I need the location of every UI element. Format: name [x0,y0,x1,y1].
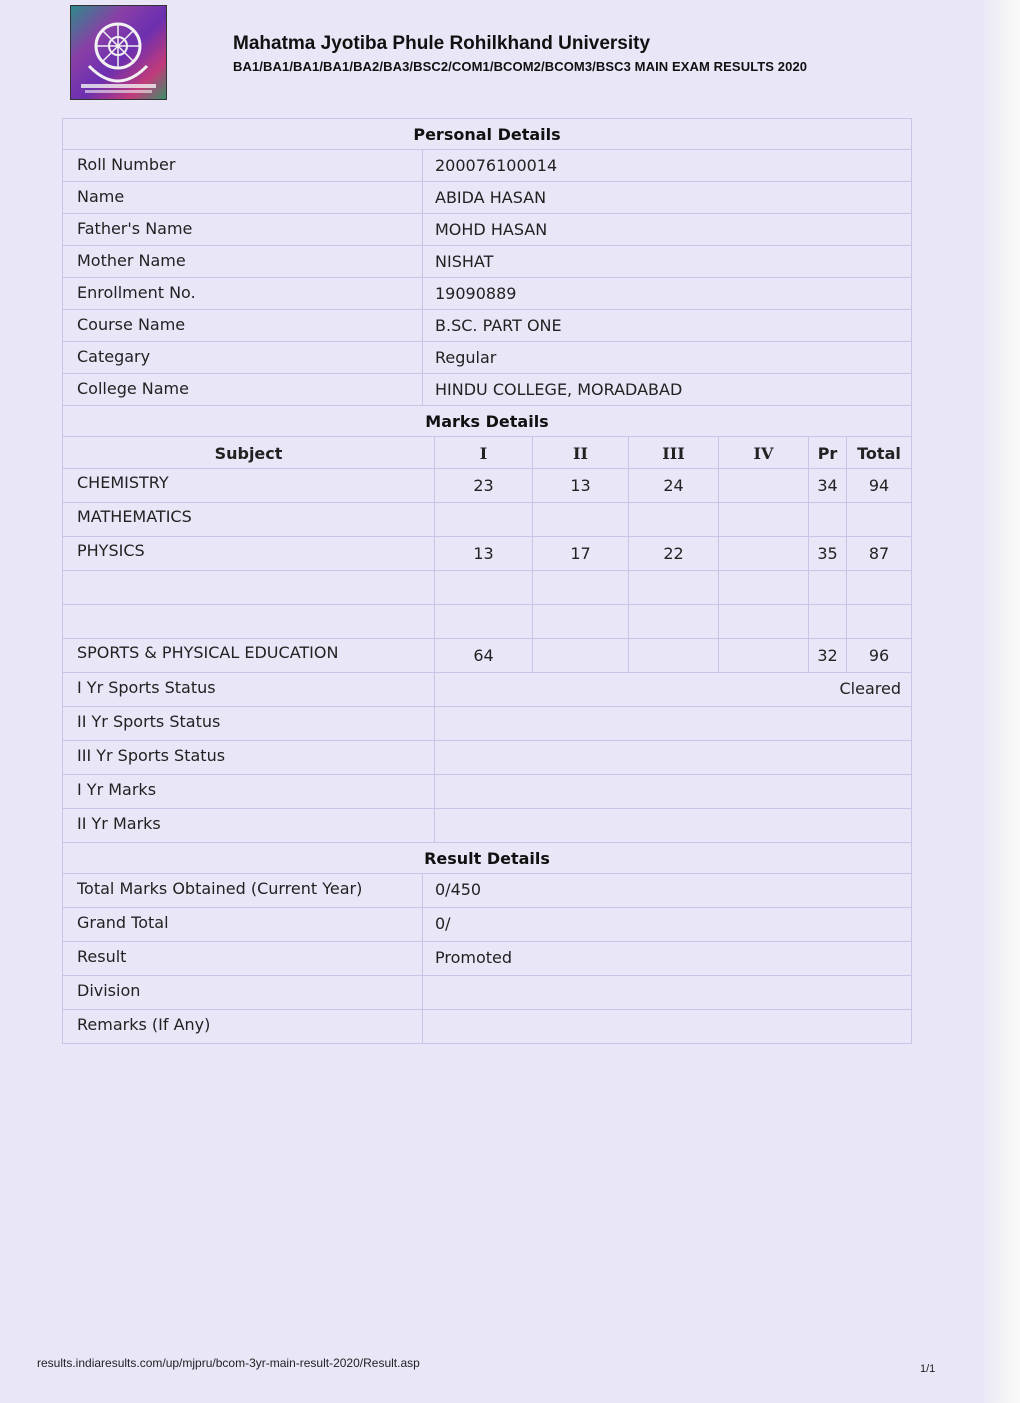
field-label: I Yr Marks [63,775,435,808]
marks-cell: 32 [809,639,847,672]
field-label: Total Marks Obtained (Current Year) [63,874,423,907]
marks-cell: 96 [868,646,890,665]
marks-cell [629,605,719,638]
marks-cell [533,605,629,638]
field-label: II Yr Marks [63,809,435,842]
subject-cell: MATHEMATICS [63,503,435,536]
result-row [63,874,911,908]
subject-cell: SPORTS & PHYSICAL EDUCATION [63,639,435,672]
marks-cell [533,639,629,672]
personal-row [63,214,911,246]
field-label: III Yr Sports Status [63,741,435,774]
footer-url: results.indiaresults.com/up/mjpru/bcom-3yr-main-result-2020/Result.asp [37,1356,420,1370]
marks-cell [809,571,847,604]
table-row [63,639,911,673]
result-table [62,118,912,1044]
field-value: Cleared [839,679,901,698]
marks-cell [719,503,809,536]
field-value: Promoted [435,948,513,967]
exam-subtitle: BA1/BA1/BA1/BA1/BA2/BA3/BSC2/COM1/BCOM2/BCOM3/BSC3 MAIN EXAM RESULTS 2020 [233,59,808,74]
university-title: Mahatma Jyotiba Phule Rohilkhand University [233,33,651,54]
marks-cell [435,503,533,536]
subject-cell [63,571,435,604]
marks-cell [809,605,847,638]
marks-cell: 13 [435,537,533,570]
field-label: II Yr Sports Status [63,707,435,740]
result-row [63,1010,911,1043]
field-value [435,741,911,774]
marks-cell: 22 [629,537,719,570]
result-details-heading: Result Details [63,843,911,874]
field-label: Roll Number [63,150,423,181]
marks-cell [533,571,629,604]
table-row [63,469,911,503]
field-label: Father's Name [63,214,423,245]
marks-cell: 87 [868,544,890,563]
field-label: Name [63,182,423,213]
field-value: 19090889 [435,284,517,303]
field-label: Enrollment No. [63,278,423,309]
university-seal-icon [70,5,167,100]
table-row [63,605,911,639]
personal-row [63,150,911,182]
field-label: Result [63,942,423,975]
field-value [423,1010,911,1043]
marks-cell [847,503,911,536]
result-row [63,942,911,976]
marks-cell [435,571,533,604]
marks-cell [719,639,809,672]
subject-cell: PHYSICS [63,537,435,570]
personal-row [63,342,911,374]
page-number: 1/1 [920,1363,936,1375]
marks-cell [435,605,533,638]
marks-cell: 35 [809,537,847,570]
table-row [63,537,911,571]
page-edge [980,0,1020,1403]
marks-cell: 24 [629,469,719,502]
marks-cell [629,639,719,672]
personal-row [63,182,911,214]
sports-row [63,673,911,707]
column-header: II [533,437,629,468]
personal-details-heading: Personal Details [63,119,911,150]
marks-cell [533,503,629,536]
field-value: 200076100014 [435,156,558,175]
marks-cell [719,571,809,604]
field-label: I Yr Sports Status [63,673,435,706]
personal-row [63,246,911,278]
marks-cell [629,503,719,536]
sports-row [63,741,911,775]
marks-cell [629,571,719,604]
marks-cell [719,469,809,502]
marks-details-heading: Marks Details [63,406,911,437]
subject-cell: CHEMISTRY [63,469,435,502]
column-header: IV [719,437,809,468]
field-value [435,707,911,740]
field-value: NISHAT [435,252,494,271]
marks-cell [847,605,911,638]
marks-cell [719,537,809,570]
field-value: MOHD HASAN [435,220,548,239]
marks-cell: 64 [435,639,533,672]
field-label: College Name [63,374,423,405]
field-value [435,809,911,842]
field-value: Regular [435,348,497,367]
marks-header-row [63,437,911,469]
field-label: Mother Name [63,246,423,277]
field-value: B.SC. PART ONE [435,316,562,335]
field-label: Categary [63,342,423,373]
sports-row [63,707,911,741]
field-value: HINDU COLLEGE, MORADABAD [435,380,683,399]
result-row [63,908,911,942]
marks-cell [719,605,809,638]
field-value: 0/450 [435,880,482,899]
field-value [423,976,911,1009]
subject-cell [63,605,435,638]
marks-cell: 17 [533,537,629,570]
marks-cell [847,571,911,604]
marks-cell: 94 [868,476,890,495]
field-value: ABIDA HASAN [435,188,547,207]
sports-row [63,775,911,809]
marks-cell: 23 [435,469,533,502]
personal-row [63,374,911,406]
field-value: 0/ [435,914,451,933]
field-label: Grand Total [63,908,423,941]
column-header: Subject [63,437,435,468]
column-header: Pr [809,437,847,468]
table-row [63,503,911,537]
column-header: Total [857,444,901,463]
field-label: Division [63,976,423,1009]
field-label: Course Name [63,310,423,341]
marks-cell: 34 [809,469,847,502]
column-header: III [629,437,719,468]
personal-row [63,310,911,342]
marks-cell: 13 [533,469,629,502]
marks-cell [809,503,847,536]
sports-row [63,809,911,843]
result-row [63,976,911,1010]
field-label: Remarks (If Any) [63,1010,423,1043]
column-header: I [435,437,533,468]
field-value [435,775,911,808]
personal-row [63,278,911,310]
table-row [63,571,911,605]
